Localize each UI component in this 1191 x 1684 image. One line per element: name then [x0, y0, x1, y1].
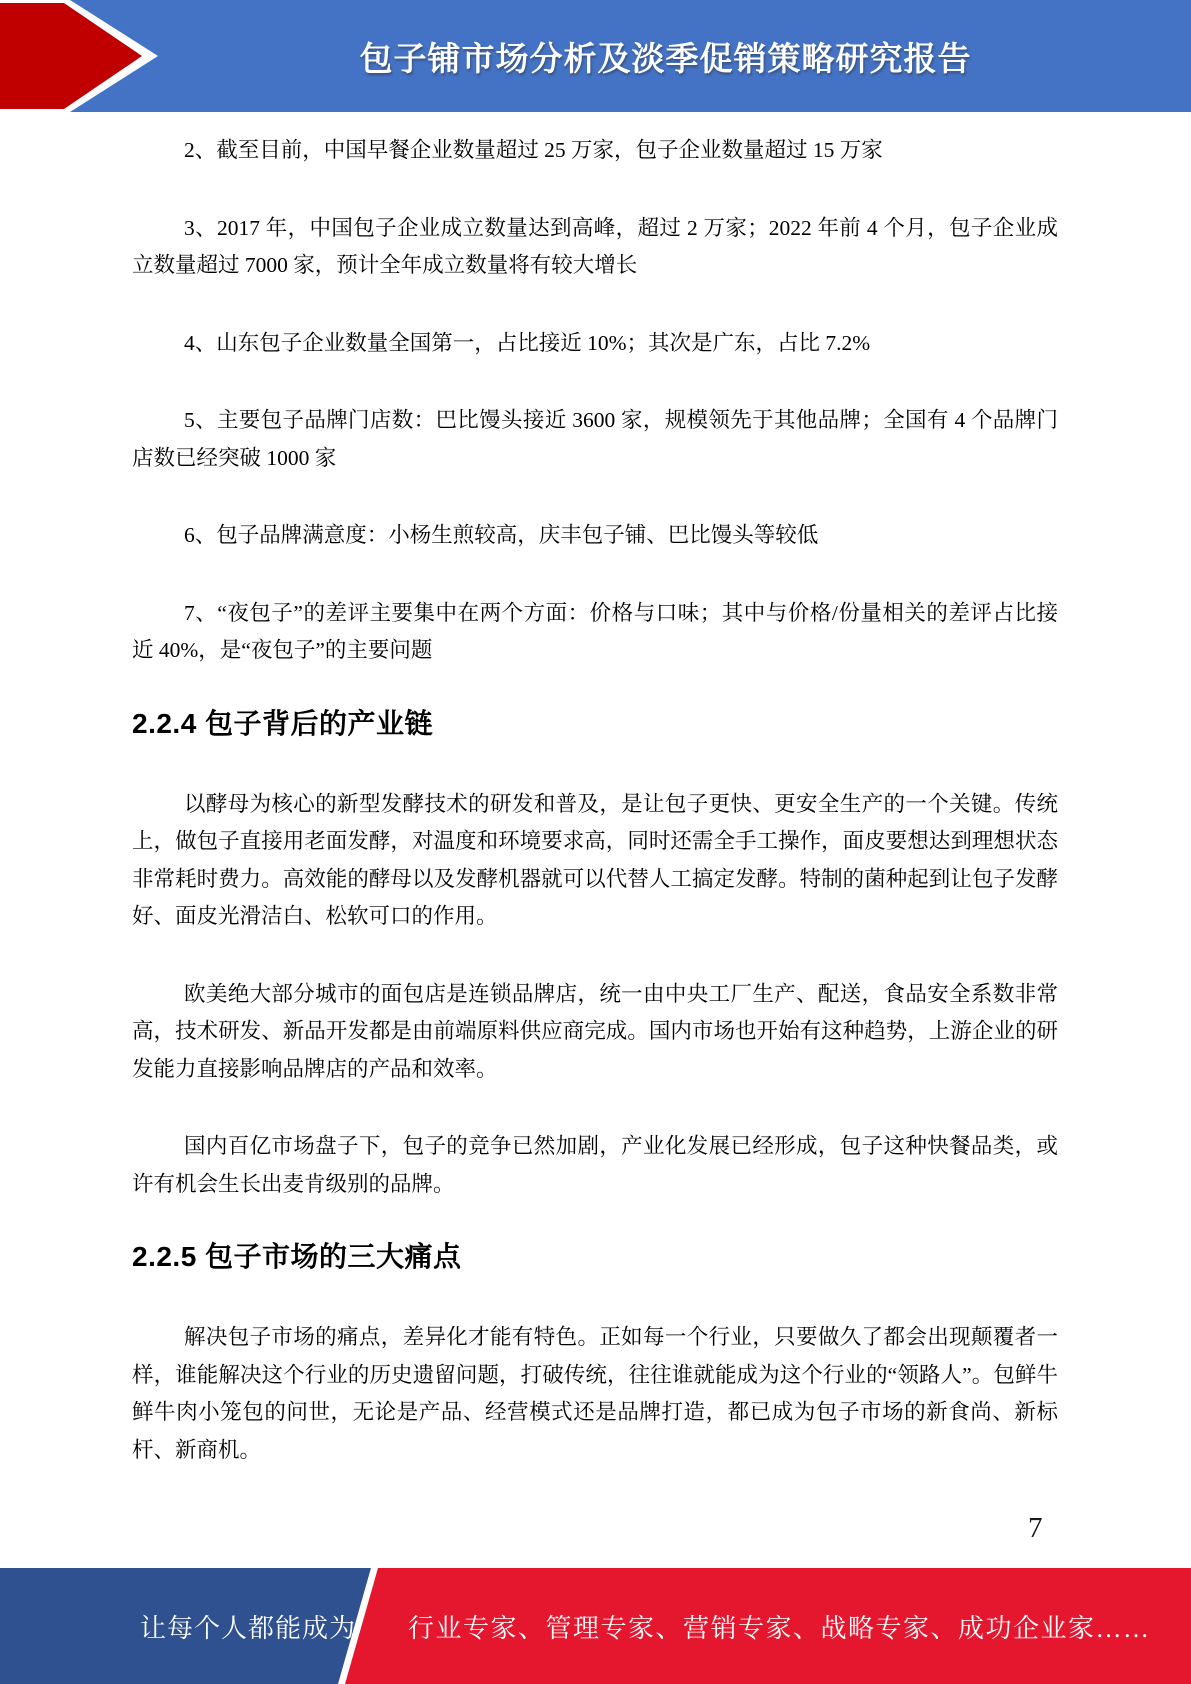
document-body [132, 112, 1058, 1469]
footer-slogan-left: 让每个人都能成为 [140, 1613, 357, 1643]
footer-banner [0, 1568, 1191, 1684]
list-item-5: 5、主要包子品牌门店数：巴比馒头接近 3600 家，规模领先于其他品牌；全国有 4 个品牌门店数已经突破 1000 家 [132, 408, 1058, 470]
list-item-6: 6、包子品牌满意度：小杨生煎较高，庆丰包子铺、巴比馒头等较低 [184, 523, 819, 547]
paragraph-domestic-market: 国内百亿市场盘子下，包子的竞争已然加剧，产业化发展已经形成，包子这种快餐品类，或许有机会生长出麦肯级别的品牌。 [132, 1134, 1058, 1196]
page-number: 7 [1028, 1512, 1043, 1544]
section-heading-2-2-5: 2.2.5 包子市场的三大痛点 [132, 1241, 462, 1272]
section-heading-2-2-4: 2.2.4 包子背后的产业链 [132, 707, 434, 739]
header-banner [0, 0, 1191, 112]
paragraph-pain-points: 解决包子市场的痛点，差异化才能有特色。正如每一个行业，只要做久了都会出现颠覆者一样，谁能解决这个行业的历史遗留问题，打破传统，往往谁就能成为这个行业的“领路人”。包鲜牛鲜牛肉小笼包的问世，无论是产品、经营模式还是品牌打造，都已成为包子市场的新食尚、新标杆、新商机。 [132, 1325, 1058, 1462]
paragraph-western-bakery: 欧美绝大部分城市的面包店是连锁品牌店，统一由中央工厂生产、配送，食品安全系数非常高，技术研发、新品开发都是由前端原料供应商完成。国内市场也开始有这种趋势，上游企业的研发能力直接影响品牌店的产品和效率。 [132, 981, 1058, 1081]
paragraph-yeast-tech: 以酵母为核心的新型发酵技术的研发和普及，是让包子更快、更安全生产的一个关键。传统上，做包子直接用老面发酵，对温度和环境要求高，同时还需全手工操作，面皮要想达到理想状态非常耗时费力。高效能的酵母以及发酵机器就可以代替人工搞定发酵。特制的菌种起到让包子发酵好、面皮光滑洁白、松软可口的作用。 [132, 791, 1058, 928]
list-item-4: 4、山东包子企业数量全国第一，占比接近 10%；其次是广东，占比 7.2% [184, 330, 871, 355]
footer-slogan-right: 行业专家、管理专家、营销专家、战略专家、成功企业家…… [408, 1613, 1151, 1643]
report-title: 包子铺市场分析及淡季促销策略研究报告 [359, 39, 972, 77]
list-item-7: 7、“夜包子”的差评主要集中在两个方面：价格与口味；其中与价格/份量相关的差评占比接近 40%，是“夜包子”的主要问题 [132, 600, 1058, 662]
list-item-3: 3、2017 年，中国包子企业成立数量达到高峰，超过 2 万家；2022 年前 4 个月，包子企业成立数量超过 7000 家，预计全年成立数量将有较大增长 [132, 215, 1058, 277]
list-item-2: 2、截至目前，中国早餐企业数量超过 25 万家，包子企业数量超过 15 万家 [184, 138, 883, 162]
header-arrow-icon [0, 3, 142, 109]
